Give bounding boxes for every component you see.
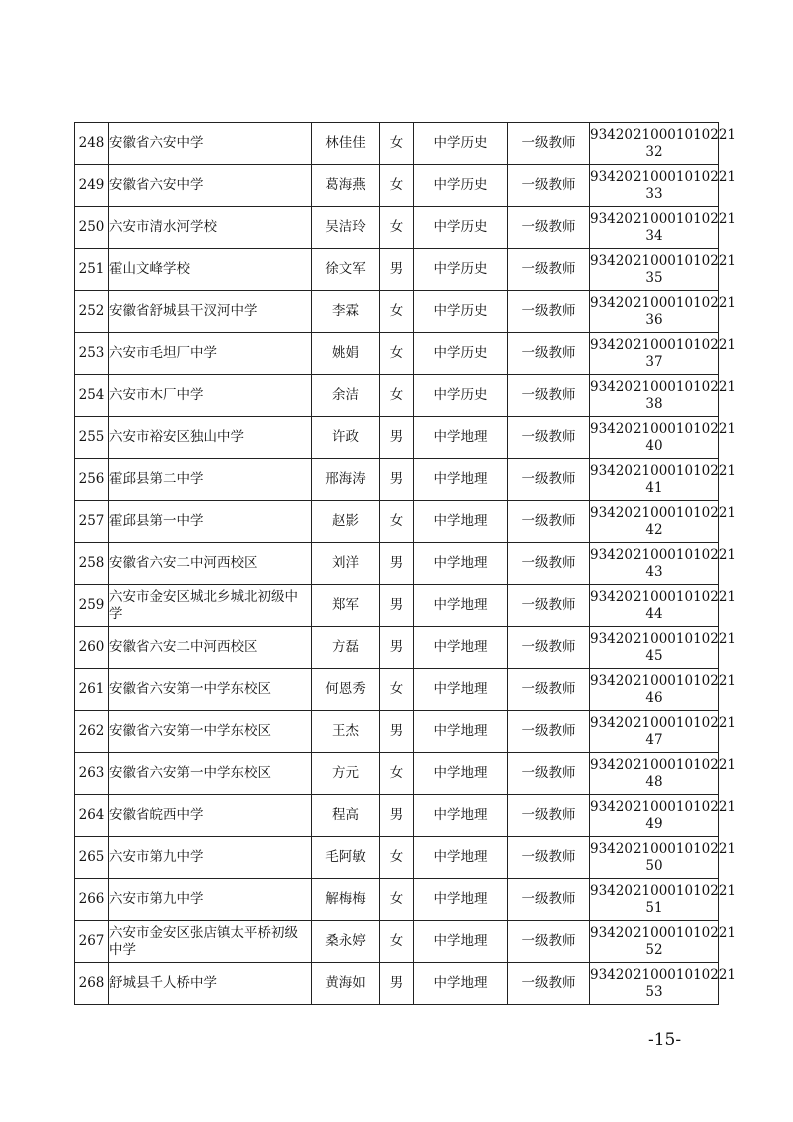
subject-cell: 中学地理 [414, 501, 508, 543]
subject-cell: 中学地理 [414, 921, 508, 963]
professional-title-cell: 一级教师 [508, 249, 590, 291]
professional-title-cell: 一级教师 [508, 711, 590, 753]
gender-cell: 男 [380, 459, 414, 501]
certificate-number-line: 53 [645, 983, 663, 1000]
row-number-cell: 263 [75, 753, 109, 795]
certificate-number-line: 52 [645, 941, 663, 958]
professional-title-cell: 一级教师 [508, 543, 590, 585]
table-row [75, 165, 719, 207]
school-name-cell: 安徽省皖西中学 [109, 795, 312, 837]
certificate-number-cell [590, 165, 737, 207]
teacher-name-cell: 赵影 [312, 501, 380, 543]
professional-title-cell: 一级教师 [508, 123, 590, 165]
row-number-cell: 256 [75, 459, 109, 501]
certificate-number-line: 93420210001010221 [590, 756, 737, 773]
certificate-number-cell [590, 543, 737, 585]
table-row [75, 627, 719, 669]
certificate-number-cell [590, 753, 737, 795]
row-number-cell: 265 [75, 837, 109, 879]
certificate-number-line: 93420210001010221 [590, 588, 737, 605]
school-name-cell: 安徽省六安中学 [109, 165, 312, 207]
school-name-cell: 安徽省六安第一中学东校区 [109, 711, 312, 753]
school-name-cell: 安徽省六安中学 [109, 123, 312, 165]
professional-title-cell: 一级教师 [508, 375, 590, 417]
certificate-number-cell [590, 249, 737, 291]
certificate-number-line: 93420210001010221 [590, 504, 737, 521]
gender-cell: 女 [380, 921, 414, 963]
certificate-number-line: 93420210001010221 [590, 336, 737, 353]
teacher-name-cell: 方磊 [312, 627, 380, 669]
certificate-number-line: 42 [645, 521, 663, 538]
certificate-number-line: 33 [645, 185, 663, 202]
teacher-name-cell: 方元 [312, 753, 380, 795]
teacher-name-cell: 毛阿敏 [312, 837, 380, 879]
certificate-number-cell [590, 585, 737, 627]
teacher-name-cell: 程高 [312, 795, 380, 837]
certificate-number-cell [590, 123, 737, 165]
table-row [75, 417, 719, 459]
row-number-cell: 257 [75, 501, 109, 543]
certificate-number-cell [590, 711, 737, 753]
row-number-cell: 266 [75, 879, 109, 921]
gender-cell: 女 [380, 291, 414, 333]
table-row [75, 249, 719, 291]
gender-cell: 女 [380, 165, 414, 207]
certificate-number-line: 44 [645, 605, 663, 622]
certificate-number-line: 93420210001010221 [590, 420, 737, 437]
row-number-cell: 262 [75, 711, 109, 753]
teacher-name-cell: 李霖 [312, 291, 380, 333]
gender-cell: 女 [380, 501, 414, 543]
table-row [75, 963, 719, 1005]
subject-cell: 中学地理 [414, 669, 508, 711]
gender-cell: 男 [380, 711, 414, 753]
teacher-name-cell: 林佳佳 [312, 123, 380, 165]
subject-cell: 中学地理 [414, 459, 508, 501]
certificate-number-line: 93420210001010221 [590, 210, 737, 227]
school-name-cell: 霍山文峰学校 [109, 249, 312, 291]
table-row [75, 711, 719, 753]
teacher-name-cell: 黄海如 [312, 963, 380, 1005]
row-number-cell: 267 [75, 921, 109, 963]
professional-title-cell: 一级教师 [508, 753, 590, 795]
certificate-number-line: 93420210001010221 [590, 630, 737, 647]
table-row [75, 459, 719, 501]
certificate-number-line: 46 [645, 689, 663, 706]
subject-cell: 中学历史 [414, 249, 508, 291]
school-name-cell: 舒城县千人桥中学 [109, 963, 312, 1005]
professional-title-cell: 一级教师 [508, 333, 590, 375]
school-name-cell: 安徽省六安二中河西校区 [109, 627, 312, 669]
certificate-number-cell [590, 333, 737, 375]
professional-title-cell: 一级教师 [508, 879, 590, 921]
school-name-cell: 六安市金安区城北乡城北初级中学 [109, 585, 312, 627]
professional-title-cell: 一级教师 [508, 417, 590, 459]
row-number-cell: 252 [75, 291, 109, 333]
certificate-number-line: 93420210001010221 [590, 546, 737, 563]
certificate-number-line: 93420210001010221 [590, 966, 737, 983]
certificate-number-cell [590, 375, 737, 417]
certificate-number-line: 93420210001010221 [590, 882, 737, 899]
professional-title-cell: 一级教师 [508, 165, 590, 207]
row-number-cell: 250 [75, 207, 109, 249]
gender-cell: 男 [380, 795, 414, 837]
teacher-name-cell: 许政 [312, 417, 380, 459]
gender-cell: 男 [380, 543, 414, 585]
teacher-name-cell: 葛海燕 [312, 165, 380, 207]
table-row [75, 123, 719, 165]
table-row [75, 753, 719, 795]
gender-cell: 女 [380, 837, 414, 879]
table-row [75, 669, 719, 711]
gender-cell: 男 [380, 963, 414, 1005]
subject-cell: 中学地理 [414, 711, 508, 753]
teacher-name-cell: 王杰 [312, 711, 380, 753]
certificate-number-line: 40 [645, 437, 663, 454]
teacher-name-cell: 何恩秀 [312, 669, 380, 711]
gender-cell: 男 [380, 627, 414, 669]
teacher-name-cell: 郑军 [312, 585, 380, 627]
subject-cell: 中学历史 [414, 165, 508, 207]
certificate-number-cell [590, 837, 737, 879]
teacher-name-cell: 吴洁玲 [312, 207, 380, 249]
certificate-number-line: 93420210001010221 [590, 924, 737, 941]
gender-cell: 女 [380, 333, 414, 375]
roster-body [75, 123, 737, 1005]
school-name-cell: 六安市木厂中学 [109, 375, 312, 417]
gender-cell: 女 [380, 753, 414, 795]
table-row [75, 291, 719, 333]
table-row [75, 333, 719, 375]
row-number-cell: 249 [75, 165, 109, 207]
school-name-cell: 安徽省六安第一中学东校区 [109, 753, 312, 795]
subject-cell: 中学历史 [414, 291, 508, 333]
professional-title-cell: 一级教师 [508, 627, 590, 669]
certificate-number-cell [590, 795, 737, 837]
subject-cell: 中学历史 [414, 333, 508, 375]
certificate-number-line: 93420210001010221 [590, 168, 737, 185]
gender-cell: 女 [380, 123, 414, 165]
gender-cell: 女 [380, 879, 414, 921]
school-name-cell: 六安市金安区张店镇太平桥初级中学 [109, 921, 312, 963]
school-name-cell: 六安市裕安区独山中学 [109, 417, 312, 459]
gender-cell: 男 [380, 585, 414, 627]
teacher-name-cell: 解梅梅 [312, 879, 380, 921]
certificate-number-line: 36 [645, 311, 663, 328]
certificate-number-line: 41 [645, 479, 663, 496]
table-row [75, 879, 719, 921]
certificate-number-line: 93420210001010221 [590, 252, 737, 269]
certificate-number-line: 38 [645, 395, 663, 412]
table-row [75, 375, 719, 417]
school-name-cell: 安徽省舒城县干汊河中学 [109, 291, 312, 333]
row-number-cell: 258 [75, 543, 109, 585]
professional-title-cell: 一级教师 [508, 795, 590, 837]
page-number: -15- [648, 1030, 682, 1050]
row-number-cell: 254 [75, 375, 109, 417]
school-name-cell: 霍邱县第一中学 [109, 501, 312, 543]
teacher-name-cell: 桑永婷 [312, 921, 380, 963]
school-name-cell: 六安市第九中学 [109, 837, 312, 879]
certificate-number-cell [590, 207, 737, 249]
certificate-number-cell [590, 627, 737, 669]
subject-cell: 中学地理 [414, 795, 508, 837]
school-name-cell: 六安市清水河学校 [109, 207, 312, 249]
subject-cell: 中学地理 [414, 753, 508, 795]
table-row [75, 837, 719, 879]
row-number-cell: 251 [75, 249, 109, 291]
subject-cell: 中学地理 [414, 963, 508, 1005]
certificate-number-line: 51 [645, 899, 663, 916]
certificate-number-cell [590, 921, 737, 963]
subject-cell: 中学地理 [414, 543, 508, 585]
professional-title-cell: 一级教师 [508, 669, 590, 711]
subject-cell: 中学地理 [414, 837, 508, 879]
school-name-cell: 安徽省六安二中河西校区 [109, 543, 312, 585]
subject-cell: 中学历史 [414, 207, 508, 249]
certificate-number-line: 93420210001010221 [590, 378, 737, 395]
certificate-number-line: 50 [645, 857, 663, 874]
teacher-name-cell: 徐文军 [312, 249, 380, 291]
table-row [75, 795, 719, 837]
teacher-roster-table [74, 122, 737, 1005]
gender-cell: 男 [380, 249, 414, 291]
teacher-name-cell: 姚娟 [312, 333, 380, 375]
professional-title-cell: 一级教师 [508, 585, 590, 627]
certificate-number-cell [590, 291, 737, 333]
certificate-number-line: 37 [645, 353, 663, 370]
subject-cell: 中学地理 [414, 627, 508, 669]
table-row [75, 921, 719, 963]
row-number-cell: 255 [75, 417, 109, 459]
subject-cell: 中学地理 [414, 879, 508, 921]
professional-title-cell: 一级教师 [508, 837, 590, 879]
school-name-cell: 安徽省六安第一中学东校区 [109, 669, 312, 711]
professional-title-cell: 一级教师 [508, 207, 590, 249]
certificate-number-cell [590, 459, 737, 501]
subject-cell: 中学历史 [414, 123, 508, 165]
school-name-cell: 霍邱县第二中学 [109, 459, 312, 501]
certificate-number-cell [590, 963, 737, 1005]
row-number-cell: 264 [75, 795, 109, 837]
certificate-number-line: 32 [645, 143, 663, 160]
row-number-cell: 260 [75, 627, 109, 669]
certificate-number-line: 93420210001010221 [590, 672, 737, 689]
certificate-number-cell [590, 669, 737, 711]
certificate-number-cell [590, 879, 737, 921]
gender-cell: 女 [380, 375, 414, 417]
certificate-number-line: 93420210001010221 [590, 462, 737, 479]
gender-cell: 女 [380, 669, 414, 711]
gender-cell: 女 [380, 207, 414, 249]
professional-title-cell: 一级教师 [508, 921, 590, 963]
table-row [75, 585, 719, 627]
certificate-number-line: 93420210001010221 [590, 840, 737, 857]
certificate-number-line: 93420210001010221 [590, 798, 737, 815]
table-row [75, 207, 719, 249]
certificate-number-line: 48 [645, 773, 663, 790]
certificate-number-line: 43 [645, 563, 663, 580]
row-number-cell: 248 [75, 123, 109, 165]
row-number-cell: 261 [75, 669, 109, 711]
table-row [75, 501, 719, 543]
teacher-name-cell: 余洁 [312, 375, 380, 417]
certificate-number-line: 47 [645, 731, 663, 748]
subject-cell: 中学地理 [414, 585, 508, 627]
professional-title-cell: 一级教师 [508, 291, 590, 333]
professional-title-cell: 一级教师 [508, 963, 590, 1005]
school-name-cell: 六安市第九中学 [109, 879, 312, 921]
certificate-number-line: 34 [645, 227, 663, 244]
professional-title-cell: 一级教师 [508, 459, 590, 501]
teacher-name-cell: 刘洋 [312, 543, 380, 585]
table-row [75, 543, 719, 585]
certificate-number-line: 49 [645, 815, 663, 832]
teacher-name-cell: 邢海涛 [312, 459, 380, 501]
certificate-number-line: 93420210001010221 [590, 126, 737, 143]
gender-cell: 男 [380, 417, 414, 459]
certificate-number-line: 35 [645, 269, 663, 286]
row-number-cell: 259 [75, 585, 109, 627]
subject-cell: 中学历史 [414, 375, 508, 417]
subject-cell: 中学地理 [414, 417, 508, 459]
certificate-number-line: 93420210001010221 [590, 714, 737, 731]
row-number-cell: 268 [75, 963, 109, 1005]
certificate-number-line: 45 [645, 647, 663, 664]
professional-title-cell: 一级教师 [508, 501, 590, 543]
school-name-cell: 六安市毛坦厂中学 [109, 333, 312, 375]
certificate-number-line: 93420210001010221 [590, 294, 737, 311]
certificate-number-cell [590, 501, 737, 543]
row-number-cell: 253 [75, 333, 109, 375]
certificate-number-cell [590, 417, 737, 459]
